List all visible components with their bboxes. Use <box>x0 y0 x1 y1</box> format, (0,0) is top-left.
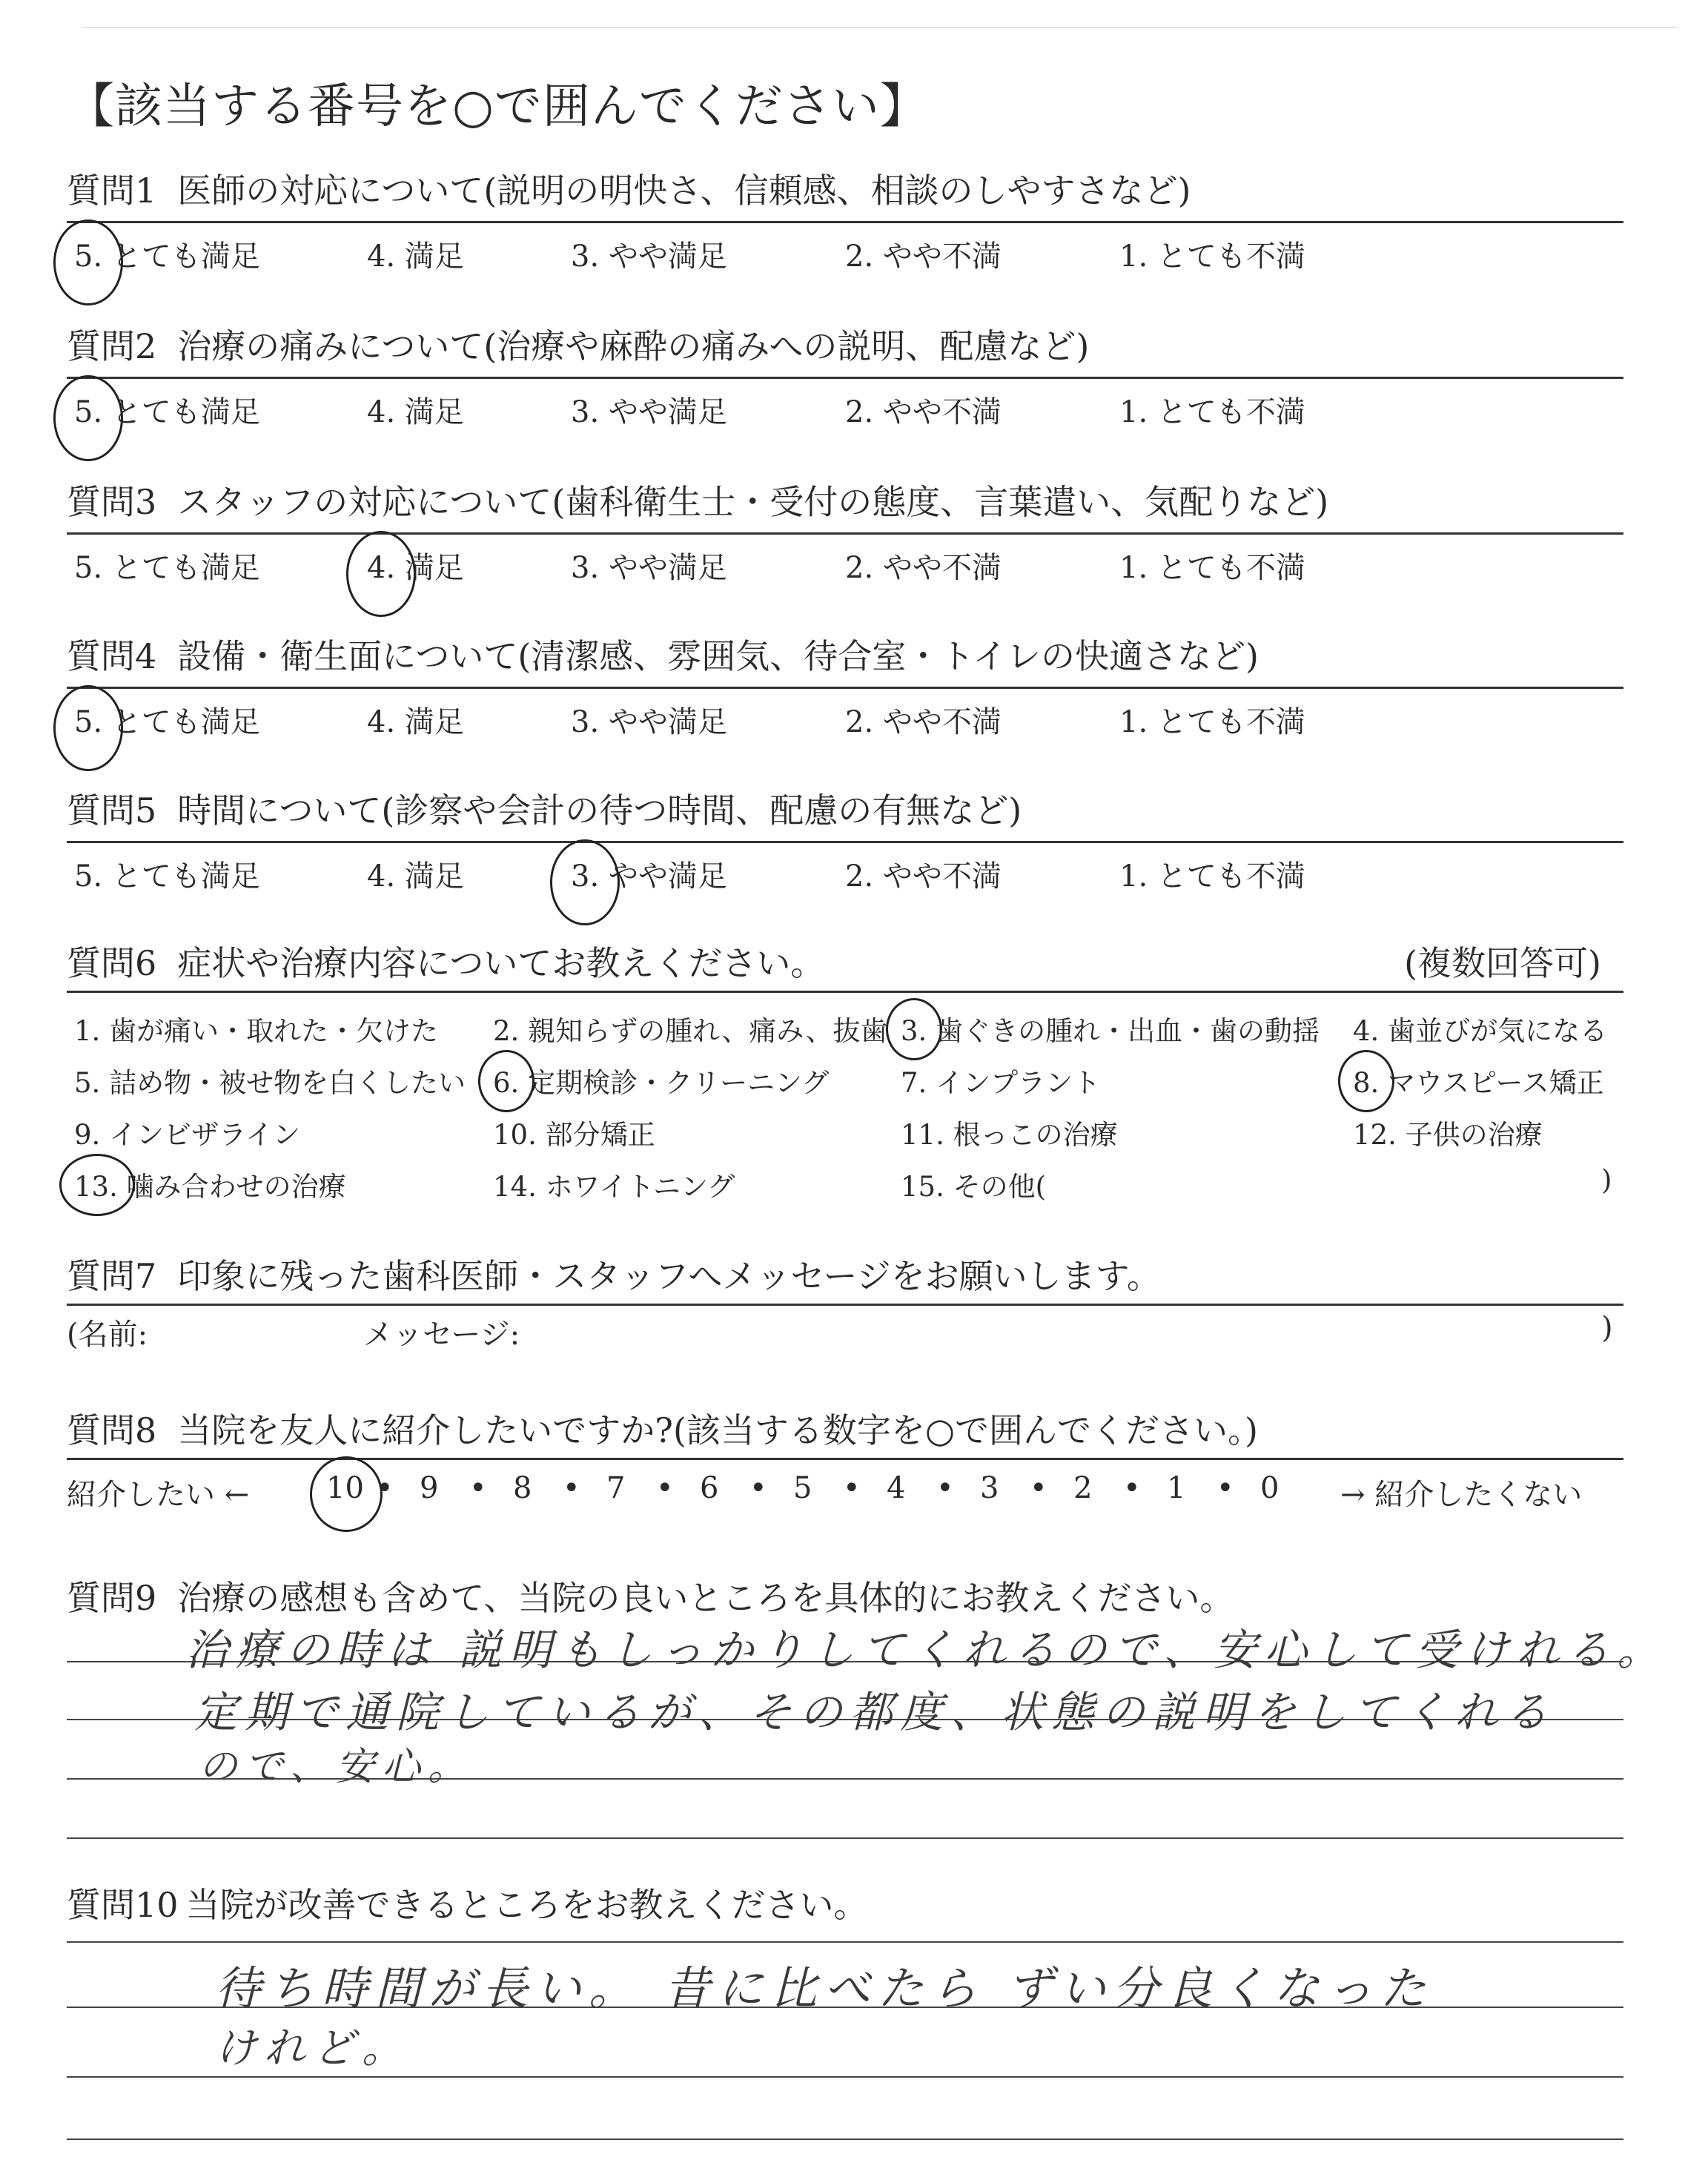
scale-separator: • <box>936 1471 954 1505</box>
page-header: 【該当する番号を○で囲んでください】 <box>67 79 928 134</box>
scale-value[interactable]: 2 <box>1073 1471 1093 1505</box>
rating-option[interactable]: 5. とても満足 <box>74 859 260 894</box>
scale-value[interactable]: 7 <box>606 1471 626 1505</box>
rating-option[interactable]: 2. やや不満 <box>845 395 1002 429</box>
rating-option[interactable]: 4. 満足 <box>367 240 464 274</box>
rating-option[interactable]: 5. とても満足 <box>74 395 260 429</box>
rating-option[interactable]: 2. やや不満 <box>845 705 1002 739</box>
q9-line-4 <box>67 1837 1623 1839</box>
rating-option[interactable]: 1. とても不満 <box>1119 859 1305 894</box>
question-number: 質問9 <box>67 1578 157 1618</box>
question-text: 当院を友人に紹介したいですか?(該当する数字を○で囲んでください。) <box>177 1410 1258 1450</box>
question-rule <box>67 377 1623 379</box>
question-3 <box>67 479 1623 525</box>
symptom-option[interactable]: 8. マウスピース矯正 <box>1353 1067 1604 1099</box>
page-edge <box>82 27 1678 28</box>
q10-line-1 <box>67 1941 1623 1943</box>
scale-separator: • <box>1123 1471 1141 1505</box>
rating-option[interactable]: 2. やや不満 <box>845 859 1002 894</box>
question-text: 治療の感想も含めて、当院の良いところを具体的にお教えください。 <box>177 1578 1234 1618</box>
scale-value[interactable]: 1 <box>1167 1471 1186 1505</box>
rating-option[interactable]: 2. やや不満 <box>845 551 1002 585</box>
question-number: 質問8 <box>67 1410 157 1450</box>
question-text: 医師の対応について(説明の明快さ、信頼感、相談のしやすさなど) <box>177 171 1191 211</box>
question-7 <box>67 1253 1623 1299</box>
symptom-option[interactable]: 2. 親知らずの腫れ、痛み、抜歯 <box>493 1015 888 1047</box>
scale-separator: • <box>1217 1471 1234 1505</box>
scale-separator: • <box>469 1471 487 1505</box>
rating-option[interactable]: 3. やや満足 <box>571 551 727 585</box>
rating-option[interactable]: 5. とても満足 <box>74 240 260 274</box>
q9-answer-line-3[interactable]: ので、安心。 <box>199 1745 474 1789</box>
symptom-option[interactable]: 14. ホワイトニング <box>493 1171 735 1203</box>
scale-value[interactable]: 10 <box>326 1471 364 1505</box>
question-text: 症状や治療内容についてお教えください。 <box>177 943 825 983</box>
scale-separator: • <box>843 1471 861 1505</box>
scale-value[interactable]: 5 <box>793 1471 812 1505</box>
scale-separator: • <box>656 1471 674 1505</box>
scale-separator: • <box>1030 1471 1047 1505</box>
symptom-option[interactable]: 11. 根っこの治療 <box>901 1119 1118 1151</box>
rating-option[interactable]: 4. 満足 <box>367 395 464 429</box>
question-2 <box>67 323 1623 369</box>
question-10 <box>67 1882 1623 1928</box>
q10-line-4 <box>67 2138 1623 2140</box>
scale-value[interactable]: 6 <box>700 1471 719 1505</box>
rating-option[interactable]: 3. やや満足 <box>571 395 727 429</box>
question-number: 質問3 <box>67 482 157 522</box>
q10-answer-line-2[interactable]: けれど。 <box>215 2024 411 2073</box>
rating-option[interactable]: 2. やや不満 <box>845 240 1002 274</box>
scale-separator: • <box>376 1471 394 1505</box>
rating-option[interactable]: 1. とても不満 <box>1119 705 1305 739</box>
question-rule <box>67 221 1623 223</box>
question-text: 治療の痛みについて(治療や麻酔の痛みへの説明、配慮など) <box>177 326 1090 366</box>
question-number: 質問1 <box>67 171 157 211</box>
not-recommend-label: → 紹介したくない <box>1340 1478 1583 1512</box>
name-label: (名前: <box>67 1318 148 1352</box>
rating-option[interactable]: 4. 満足 <box>367 859 464 894</box>
question-text: 当院が改善できるところをお教えください。 <box>185 1885 868 1925</box>
question-9 <box>67 1575 1623 1621</box>
rating-option[interactable]: 3. やや満足 <box>571 705 727 739</box>
question-4 <box>67 633 1623 679</box>
rating-option[interactable]: 4. 満足 <box>367 551 464 585</box>
scale-value[interactable]: 3 <box>980 1471 999 1505</box>
q10-line-3 <box>67 2076 1623 2078</box>
question-text: 時間について(診察や会計の待つ時間、配慮の有無など) <box>177 790 1022 830</box>
symptom-option[interactable]: 3. 歯ぐきの腫れ・出血・歯の動揺 <box>901 1015 1320 1047</box>
symptom-option[interactable]: 9. インビザライン <box>74 1119 300 1151</box>
scale-value[interactable]: 4 <box>887 1471 906 1505</box>
message-label[interactable]: メッセージ: <box>363 1318 520 1352</box>
q9-answer-line-2[interactable]: 定期で通院しているが、その都度、状態の説明をしてくれる <box>194 1687 1556 1737</box>
symptom-option[interactable]: 15. その他( <box>901 1171 1047 1203</box>
question-rule <box>67 687 1623 689</box>
symptom-option[interactable]: 13. 噛み合わせの治療 <box>74 1171 346 1203</box>
rating-option[interactable]: 4. 満足 <box>367 705 464 739</box>
scale-separator: • <box>749 1471 767 1505</box>
symptom-option[interactable]: 12. 子供の治療 <box>1353 1119 1543 1151</box>
question-number: 質問6 <box>67 943 157 983</box>
scale-separator: • <box>563 1471 580 1505</box>
symptom-option[interactable]: 10. 部分矯正 <box>493 1119 655 1151</box>
question-6-rule <box>67 991 1623 993</box>
question-number: 質問7 <box>67 1256 157 1296</box>
scale-value[interactable]: 9 <box>420 1471 439 1505</box>
scale-value[interactable]: 0 <box>1260 1471 1280 1505</box>
rating-option[interactable]: 3. やや満足 <box>571 240 727 274</box>
question-7-rule <box>67 1304 1623 1306</box>
question-text: 設備・衛生面について(清潔感、雰囲気、待合室・トイレの快適さなど) <box>177 636 1259 676</box>
rating-option[interactable]: 1. とても不満 <box>1119 395 1305 429</box>
question-number: 質問10 <box>67 1885 179 1925</box>
question-text: 印象に残った歯科医師・スタッフへメッセージをお願いします。 <box>177 1256 1161 1296</box>
message-close-paren: ) <box>1601 1311 1613 1345</box>
question-number: 質問4 <box>67 636 157 676</box>
question-text: スタッフの対応について(歯科衛生士・受付の態度、言葉遣い、気配りなど) <box>177 482 1329 522</box>
rating-option[interactable]: 1. とても不満 <box>1119 240 1305 274</box>
rating-option[interactable]: 5. とても満足 <box>74 705 260 739</box>
rating-option[interactable]: 3. やや満足 <box>571 859 727 894</box>
recommend-label: 紹介したい ← <box>67 1478 250 1512</box>
other-close-paren: ) <box>1601 1164 1612 1196</box>
symptom-option[interactable]: 6. 定期検診・クリーニング <box>493 1067 830 1099</box>
question-rule <box>67 841 1623 843</box>
question-1 <box>67 168 1623 214</box>
question-8-rule <box>67 1458 1623 1460</box>
symptom-option[interactable]: 4. 歯並びが気になる <box>1353 1015 1608 1047</box>
rating-option[interactable]: 1. とても不満 <box>1119 551 1305 585</box>
question-number: 質問5 <box>67 790 157 830</box>
question-number: 質問2 <box>67 326 157 366</box>
question-rule <box>67 532 1623 535</box>
multiple-answer-note: (複数回答可) <box>1404 943 1601 983</box>
q9-answer-line-1[interactable]: 治療の時は 説明もしっかりしてくれるので、安心して受けれる。 <box>185 1625 1668 1675</box>
rating-option[interactable]: 5. とても満足 <box>74 551 260 585</box>
question-6 <box>67 940 1623 986</box>
symptom-option[interactable]: 5. 詰め物・被せ物を白くしたい <box>74 1067 466 1099</box>
symptom-option[interactable]: 1. 歯が痛い・取れた・欠けた <box>74 1015 439 1047</box>
scale-value[interactable]: 8 <box>513 1471 532 1505</box>
question-5 <box>67 787 1623 833</box>
symptom-option[interactable]: 7. インプラント <box>901 1067 1101 1099</box>
q10-answer-line-1[interactable]: 待ち時間が長い。 昔に比べたら ずい分良くなった <box>215 1961 1434 2015</box>
question-8 <box>67 1407 1623 1453</box>
